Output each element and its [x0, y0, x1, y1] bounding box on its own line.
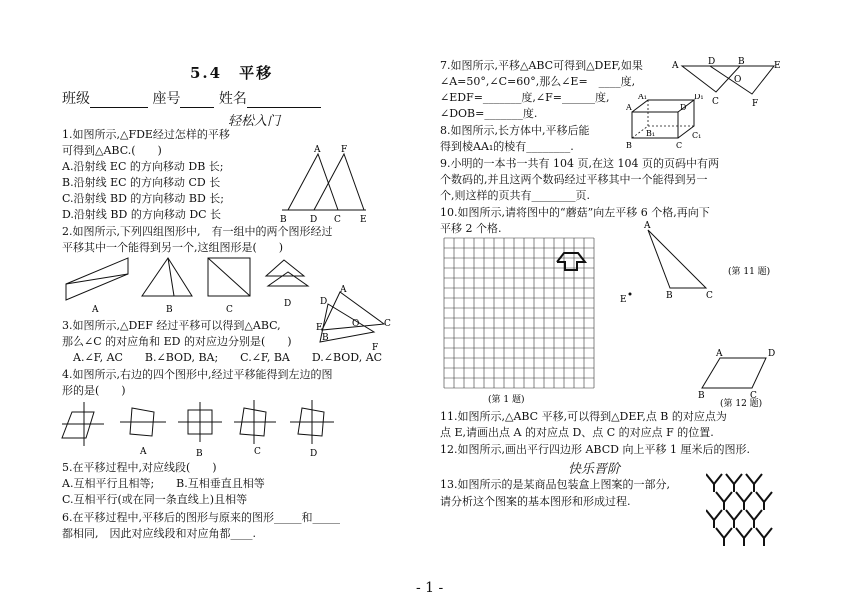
q2-label-c: C [226, 305, 233, 314]
q2-line-2: 平移其中一个能得到另一个,这组图形是( ) [62, 241, 284, 254]
q1-label-f: F [341, 145, 348, 155]
q11-point-e[interactable] [629, 293, 632, 296]
q3-line-1: 3.如图所示,△DEF 经过平移可以得到△ABC, [62, 319, 281, 332]
q10-grid[interactable] [444, 238, 594, 388]
q8-label-c: C [676, 141, 683, 150]
q5-options-ab: A.互相平行且相等; B.互相垂直且相等 [62, 477, 265, 490]
q7-label-b: B [738, 57, 745, 67]
q2-figure-d[interactable] [266, 260, 308, 309]
q13-line-2: 请分析这个图案的基本图形和形成过程. [440, 495, 631, 508]
q8-label-a: A [626, 103, 632, 112]
class-blank[interactable] [90, 93, 148, 108]
q12-label-b: B [698, 391, 705, 401]
q7-label-o: O [734, 75, 742, 85]
q9-line-3: 个,则这样的页共有________页. [440, 189, 590, 202]
q4-option-a[interactable] [120, 408, 166, 457]
q1-label-d: D [310, 215, 318, 224]
name-label: 姓名 [218, 91, 247, 107]
q12-label-c: C [750, 391, 757, 401]
q11-label-c: C [706, 291, 713, 301]
q3-line-2: 那么∠C 的对应角和 ED 的对应边分别是( ) [62, 335, 292, 348]
q3-label-b: B [322, 333, 329, 343]
q2-label-a: A [92, 305, 99, 314]
q1-option-d: D.沿射线 BD 的方向移动 DC 长 [62, 208, 222, 221]
q3-label-a: A [340, 285, 347, 295]
seat-label: 座号 [152, 91, 181, 107]
q13-line-1: 13.如图所示的是某商品包装盒上图案的一部分, [440, 478, 670, 491]
q1-line-1: 1.如图所示,△FDE经过怎样的平移 [62, 128, 230, 141]
q12-label-a: A [716, 349, 723, 359]
q9-line-2: 个数码的,并且这两个数码经过平移其中一个能得到另一 [440, 173, 708, 186]
section-advanced: 快乐晋阶 [568, 462, 621, 477]
q11-line-2: 点 E,请画出点 A 的对应点 D、点 C 的对应点 F 的位置. [440, 426, 714, 439]
q8-cuboid-figure [626, 94, 706, 150]
q7-line-4: ∠DOB=_______度. [440, 107, 538, 120]
q2-label-b: B [166, 305, 173, 314]
q4-option-c[interactable] [234, 400, 276, 457]
q4-reference-figure [62, 402, 104, 446]
q3-options: A.∠F, AC B.∠BOD, BA; C.∠F, BA D.∠BOD, AC [62, 351, 383, 364]
q8-label-b: B [626, 141, 632, 150]
page-title: 5.4 平移 [190, 64, 274, 82]
q4-line-2: 形的是( ) [62, 384, 126, 397]
q13-v-pattern [706, 474, 772, 546]
q10-caption: (第 1 题) [488, 395, 525, 405]
q1-option-b: B.沿射线 EC 的方向移动 CD 长 [62, 176, 221, 189]
q6-line-1: 6.在平移过程中,平移后的图形与原来的图形_____和_____ [62, 511, 340, 524]
q8-label-b1: B₁ [646, 129, 656, 138]
q8-label-d1: D₁ [694, 94, 704, 101]
q10-grid-figure [440, 234, 606, 406]
q11-label-e: E [620, 295, 627, 305]
q12-parallelogram-figure [690, 346, 790, 408]
section-intro: 轻松入门 [228, 114, 281, 129]
q3-triangles-figure [316, 284, 392, 354]
q12-label-d: D [768, 349, 776, 359]
page-number: - 1 - [416, 580, 444, 596]
q1-label-b: B [280, 215, 287, 224]
q1-label-c: C [334, 215, 341, 224]
q6-line-2: 都相同, 因此对应线段和对应角都____. [62, 527, 256, 540]
q3-label-e: E [316, 323, 323, 333]
q3-label-f: F [372, 343, 379, 353]
q8-line-1: 8.如图所示,长方体中,平移后能 [440, 124, 590, 137]
q12-line: 12.如图所示,画出平行四边形 ABCD 向上平移 1 厘米后的图形. [440, 443, 750, 456]
q11-triangle-figure [616, 218, 776, 308]
student-info [62, 88, 321, 108]
q4-option-b[interactable] [178, 402, 222, 459]
q7-label-e: E [774, 61, 781, 71]
q5-line: 5.在平移过程中,对应线段( ) [62, 461, 217, 474]
q4-label-d: D [310, 449, 318, 459]
seat-blank[interactable] [180, 93, 214, 108]
q1-label-e: E [360, 215, 367, 224]
q3-label-o: O [352, 319, 360, 329]
q4-line-1: 4.如图所示,右边的四个图形中,经过平移能得到左边的图 [62, 368, 333, 381]
q4-option-d[interactable] [290, 400, 334, 459]
q8-label-c1: C₁ [692, 131, 702, 140]
q7-label-c: C [712, 97, 719, 107]
q2-figure-c[interactable] [208, 258, 250, 314]
q13-pattern-figure [706, 466, 776, 556]
q1-triangles-figure [278, 142, 368, 224]
q7-label-f: F [752, 99, 759, 109]
q1-label-a: A [314, 145, 321, 155]
q1-option-c: C.沿射线 BD 的方向移动 BD 长; [62, 192, 225, 205]
name-blank[interactable] [247, 93, 321, 108]
q3-label-c: C [384, 319, 391, 329]
q2-figures [62, 254, 322, 314]
q8-line-2: 得到棱AA₁的棱有________. [440, 140, 574, 153]
q12-caption: (第 12 题) [720, 399, 763, 408]
q2-label-d: D [284, 299, 292, 309]
q8-label-d: D [680, 103, 687, 112]
q1-line-2: 可得到△ABC.( ) [62, 144, 162, 157]
q2-figure-b[interactable] [142, 258, 192, 314]
q9-line-1: 9.小明的一本书一共有 104 页,在这 104 页的页码中有两 [440, 157, 719, 170]
q4-label-b: B [196, 449, 203, 459]
q11-label-b: B [666, 291, 673, 301]
q10-line-1: 10.如图所示,请将图中的“蘑菇”向左平移 6 个格,再向下 [440, 206, 710, 219]
q2-figure-a[interactable] [66, 258, 128, 314]
q1-option-a: A.沿射线 EC 的方向移动 DB 长; [62, 160, 224, 173]
q8-label-a1: A₁ [638, 94, 647, 101]
q4-label-c: C [254, 447, 261, 457]
class-label: 班级 [62, 91, 90, 107]
q11-caption: (第 11 题) [728, 267, 771, 277]
q7-label-a: A [672, 61, 679, 71]
q11-label-a: A [644, 221, 651, 231]
q3-label-d: D [320, 297, 328, 307]
q4-figures [58, 398, 348, 460]
q11-line-1: 11.如图所示,△ABC 平移,可以得到△DEF,点 B 的对应点为 [440, 410, 727, 423]
q4-label-a: A [140, 447, 147, 457]
q7-line-3: ∠EDF=_______度,∠F=______度, [440, 91, 610, 104]
q2-line-1: 2.如图所示,下列四组图形中, 有一组中的两个图形经过 [62, 225, 333, 238]
q5-option-c: C.互相平行(或在同一条直线上)且相等 [62, 493, 248, 506]
q7-line-1: 7.如图所示,平移△ABC可得到△DEF,如果 [440, 59, 643, 72]
q10-line-2: 平移 2 个格. [440, 222, 502, 235]
q7-label-d: D [708, 57, 716, 67]
q10-mushroom[interactable] [557, 253, 585, 270]
q7-line-2: ∠A=50°,∠C=60°,那么∠E= ____度, [440, 75, 636, 88]
